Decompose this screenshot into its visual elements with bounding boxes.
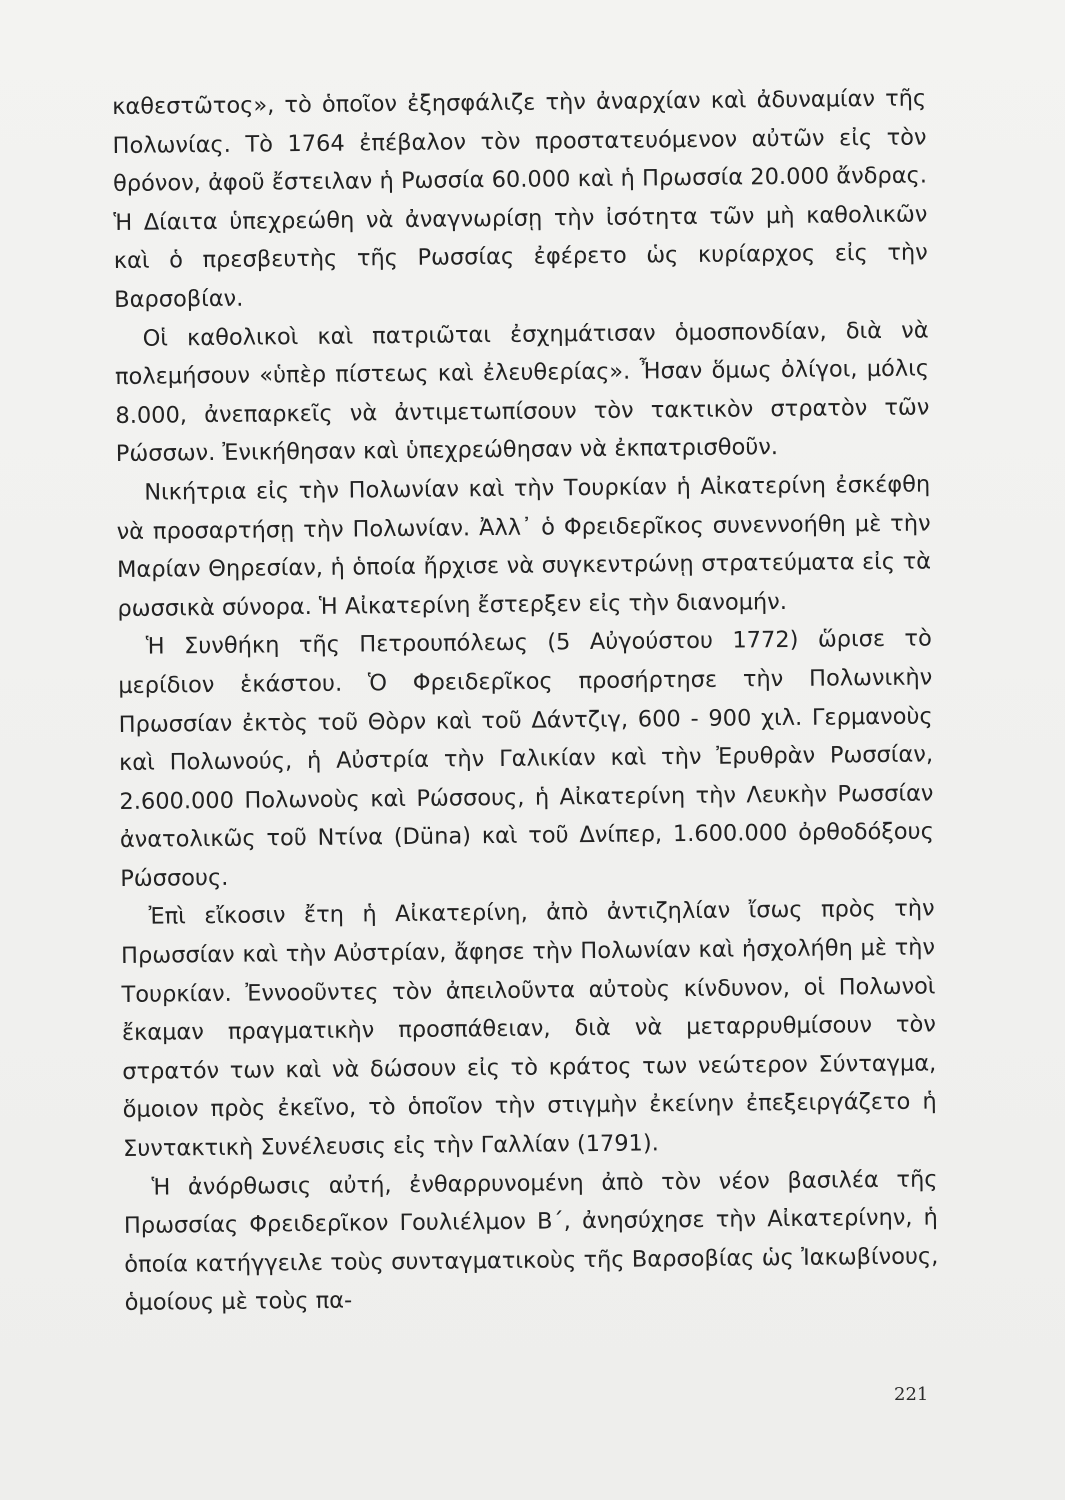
paragraph-3: Νικήτρια εἰς τὴν Πολωνίαν καὶ τὴν Τουρκίαν ἡ Αἰκατερίνη ἐσκέφθη νὰ προσαρτήσῃ τὴν Πολωνίαν. Ἀλλ᾽ ὁ Φρειδερῖκος συνεννοήθη μὲ τὴν Μαρίαν Θηρεσίαν, ἡ ὁποία ἤρχισε νὰ συγκεντρώνῃ στρατεύματα εἰς τὰ ρωσσικὰ σύνορα. Ἡ Αἰκατερίνη ἔστερξεν εἰς τὴν διανομήν.	[116, 471, 932, 622]
paragraph-1: καθεστῶτος», τὸ ὁποῖον ἐξησφάλιζε τὴν ἀναρχίαν καὶ ἀδυναμίαν τῆς Πολωνίας. Τὸ 1764 ἐπέβαλον τὸν προστατευόμενον αὐτῶν εἰς τὸν θρόνον, ἀφοῦ ἔστειλαν ἡ Ρωσσία 60.000 καὶ ἡ Πρωσσία 20.000 ἄνδρας. Ἡ Δίαιτα ὑπεχρεώθη νὰ ἀναγνωρίσῃ τὴν ἰσότητα τῶν μὴ καθολικῶν καὶ ὁ πρεσβευτὴς τῆς Ρωσσίας ἐφέρετο ὡς κυρίαρχος εἰς τὴν Βαρσοβίαν.	[112, 85, 928, 313]
paragraph-6: Ἡ ἀνόρθωσις αὐτή, ἐνθαρρυνομένη ἀπὸ τὸν νέον βασιλέα τῆς Πρωσσίας Φρειδερῖκον Γουλιέλμον Β´, ἀνησύχησε τὴν Αἰκατερίνην, ἡ ὁποία κατήγγειλε τοὺς συνταγματικοὺς τῆς Βαρσοβίας ὡς Ἰακωβίνους, ὁμοίους μὲ τοὺς πα-	[123, 1166, 939, 1317]
paragraph-5: Ἐπὶ εἴκοσιν ἔτη ἡ Αἰκατερίνη, ἀπὸ ἀντιζηλίαν ἴσως πρὸς τὴν Πρωσσίαν καὶ τὴν Αὐστρίαν, ἄφησε τὴν Πολωνίαν καὶ ἠσχολήθη μὲ τὴν Τουρκίαν. Ἐννοοῦντες τὸν ἀπειλοῦντα αὐτοὺς κίνδυνον, οἱ Πολωνοὶ ἔκαμαν πραγματικὴν προσπάθειαν, διὰ νὰ μεταρρυθμίσουν τὸν στρατόν των καὶ νὰ δώσουν εἰς τὸ κράτος των νεώτερον Σύνταγμα, ὅμοιον πρὸς ἐκεῖνο, τὸ ὁποῖον τὴν στιγμὴν ἐκείνην ἐπεξειργάζετο ἡ Συντακτικὴ Συνέλευσις εἰς τὴν Γαλλίαν (1791).	[120, 895, 937, 1162]
page-number: 221	[894, 1384, 929, 1405]
paragraph-4: Ἡ Συνθήκη τῆς Πετρουπόλεως (5 Αὐγούστου 1772) ὥρισε τὸ μερίδιον ἑκάστου. Ὁ Φρειδερῖκος προσήρτησε τὴν Πολωνικὴν Πρωσσίαν ἐκτὸς τοῦ Θὸρν καὶ τοῦ Δάντζιγ, 600 - 900 χιλ. Γερμανοὺς καὶ Πολωνούς, ἡ Αὐστρία τὴν Γαλικίαν καὶ τὴν Ἐρυθρὰν Ρωσσίαν, 2.600.000 Πολωνοὺς καὶ Ρώσσους, ἡ Αἰκατερίνη τὴν Λευκὴν Ρωσσίαν ἀνατολικῶς τοῦ Ντίνα (Düna) καὶ τοῦ Δνίπερ, 1.600.000 ὀρθοδόξους Ρώσσους.	[118, 625, 934, 892]
body-text	[112, 79, 939, 1322]
paragraph-2: Οἱ καθολικοὶ καὶ πατριῶται ἐσχημάτισαν ὁμοσπονδίαν, διὰ νὰ πολεμήσουν «ὑπὲρ πίστεως καὶ ἐλευθερίας». Ἦσαν ὅμως ὀλίγοι, μόλις 8.000, ἀνεπαρκεῖς νὰ ἀντιμετωπίσουν τὸν τακτικὸν στρατὸν τῶν Ρώσσων. Ἐνικήθησαν καὶ ὑπεχρεώθησαν νὰ ἐκπατρισθοῦν.	[114, 317, 930, 468]
